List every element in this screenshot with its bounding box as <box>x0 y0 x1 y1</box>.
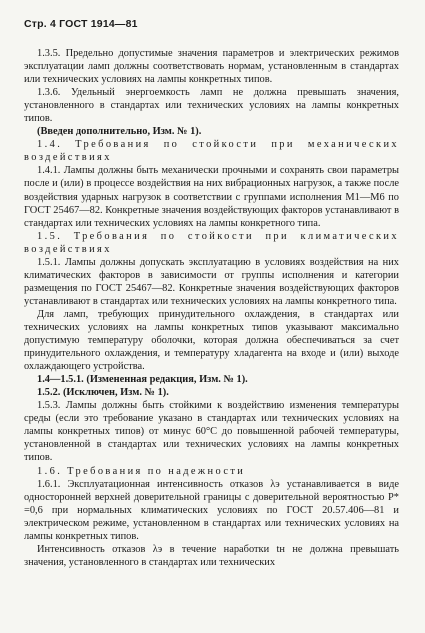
paragraph-failure-rate: Интенсивность отказов λэ в течение наработки tн не должна превышать значения, установленного в стандартах или технических <box>24 543 399 568</box>
amendment-note-3: 1.5.2. (Исключен, Изм. № 1). <box>37 387 169 399</box>
document-body <box>24 47 399 569</box>
paragraph-forced-cooling: Для ламп, требующих принудительного охлаждения, в стандартах или технических условиях на лампы конкретных типов указывают максимально допустимую температуру оболочки, которая должна обеспечиваться за счет принудительного охлаждения, и температуру хладагента на входе и (или) выходе охлаждающего устройства. <box>24 308 399 373</box>
section-heading-1-4: 1.4. Требования по стойкости при механических воздействиях <box>24 139 399 164</box>
amendment-note-2: 1.4—1.5.1. (Измененная редакция, Изм. № 1). <box>37 374 248 386</box>
section-heading-1-5: 1.5. Требования по стойкости при климатических воздействиях <box>24 230 399 255</box>
page-header: Стр. 4 ГОСТ 1914—81 <box>24 18 138 30</box>
amendment-note-1: (Введен дополнительно, Изм. № 1). <box>37 126 202 138</box>
paragraph-1-5-1: 1.5.1. Лампы должны допускать эксплуатацию в условиях воздействия на них климатических факторов в зависимости от группы исполнения и категории размещения по ГОСТ 25467—82. Конкретные значения воздействующих факторов устанавливают в стандартах или технических условиях на лампы конкретного типа. <box>24 256 399 307</box>
section-heading-1-6: 1.6. Требования по надежности <box>37 465 246 477</box>
paragraph-1-3-6: 1.3.6. Удельный энергоемкость ламп не должна превышать значения, установленного в стандартах или технических условиях на лампы конкретных типов. <box>24 87 399 125</box>
paragraph-1-4-1: 1.4.1. Лампы должны быть механически прочными и сохранять свои параметры после и (или) в процессе воздействия на них вибрационных нагрузок, а также после воздействия ударных нагрузок в соответствии с группами исполнения М1—М6 по ГОСТ 25467—82. Конкретные значения воздействующих факторов устанавливают в стандартах или технических условиях на лампы конкретного типа. <box>24 165 399 229</box>
paragraph-1-6-1: 1.6.1. Эксплуатационная интенсивность отказов λэ устанавливается в виде односторонней верхней доверительной границы с доверительной вероятностью P* =0,6 при нормальных климатических условиях по ГОСТ 20.57.406—81 и электрическом режиме, установленном в стандартах или технических условиях на лампы конкретных типов. <box>24 478 399 542</box>
paragraph-1-3-5: 1.3.5. Предельно допустимые значения параметров и электрических режимов эксплуатации ламп должны соответствовать нормам, установленным в стандартах или технических условиях на лампы конкретных типов. <box>24 48 399 86</box>
paragraph-1-5-3: 1.5.3. Лампы должны быть стойкими к воздействию изменения температуры среды (если это требование указано в стандартах или технических условиях на лампы конкретных типов) от минус 60°С до повышенной рабочей температуры, установленной в стандартах или технических условиях на лампы конкретных типов. <box>24 400 399 464</box>
